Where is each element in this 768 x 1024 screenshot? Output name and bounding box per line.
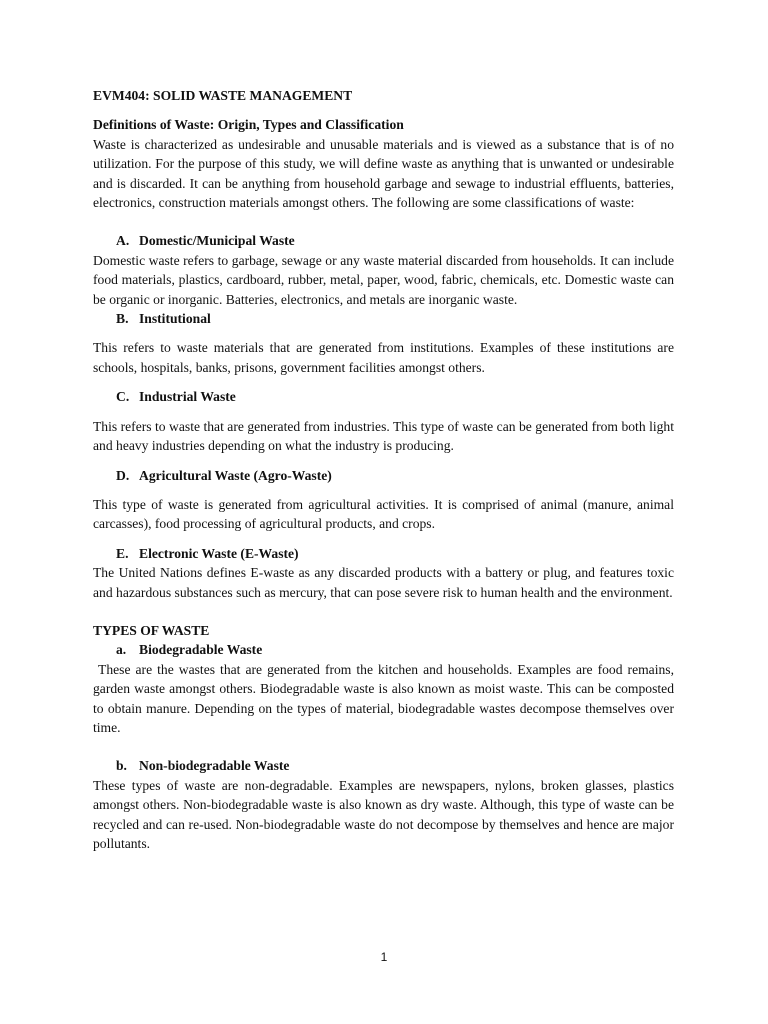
type-paragraph-biodegradable: These are the wastes that are generated from the kitchen and households. Examples are food remains, garden waste amongst others. Biodegradable waste is also known as moist waste. This can be composted to obtain manure. Depending on the types of material, biodegradable wastes decompose themselves over time. [93,661,678,735]
type-marker: a. [116,642,127,658]
type-heading-non-biodegradable [93,756,674,775]
section-title: Electronic Waste (E-Waste) [139,545,299,561]
section-marker: D. [116,467,130,483]
section-heading-domestic [93,231,674,250]
type-title: Non-biodegradable Waste [139,758,290,774]
section-title: Agricultural Waste (Agro-Waste) [139,467,332,483]
page-number: 1 [380,950,388,964]
section-marker: E. [116,545,129,561]
document-page [93,86,678,853]
section-title: Industrial Waste [139,389,236,405]
section-marker: A. [116,233,130,249]
type-paragraph-non-biodegradable: These types of waste are non-degradable. Examples are newspapers, nylons, broken glasses, plastics amongst others. Non-biodegradable waste is also known as dry waste. Although, this type of waste can be recycled and can re-used. Non-biodegradable waste do not decompose by themselves and hence are major pollutants. [93,777,674,851]
type-marker: b. [116,758,127,774]
types-heading: TYPES OF WASTE [93,622,210,638]
section-heading-agricultural [93,466,674,485]
section-marker: C. [116,389,130,405]
section-paragraph-domestic: Domestic waste refers to garbage, sewage or any waste material discarded from households. It can include food materials, plastics, cardboard, rubber, metal, paper, wood, fabric, chemicals, etc. Domestic waste can be organic or inorganic. Batteries, electronics, and metals are inorganic waste. [93,252,674,307]
section-heading-institutional [93,309,674,328]
section-paragraph-industrial: This refers to waste that are generated from industries. This type of waste can be generated from both light and heavy industries depending on what the industry is producing. [93,418,674,454]
type-title: Biodegradable Waste [139,642,263,658]
section-paragraph-institutional: This refers to waste materials that are generated from institutions. Examples of these institutions are schools, hospitals, banks, prisons, government facilities amongst others. [93,340,674,375]
section-paragraph-electronic: The United Nations defines E-waste as any discarded products with a battery or plug, and features toxic and hazardous substances such as mercury, that can pose severe risk to human health and the environment. [93,565,674,600]
intro-heading: Definitions of Waste: Origin, Types and Classification [93,117,404,133]
section-title: Domestic/Municipal Waste [139,233,295,249]
section-heading-industrial [93,387,674,406]
section-marker: B. [116,311,129,327]
type-heading-biodegradable [93,640,674,659]
section-title: Institutional [139,311,211,327]
intro-paragraph: Waste is characterized as undesirable and unusable materials and is viewed as a substance that is of no utilization. For the purpose of this study, we will define waste as anything that is unwanted or undesirable and is discarded. It can be anything from household garbage and sewage to industrial effluents, batteries, electronics, construction materials amongst others. The following are some classifications of waste: [93,136,674,211]
section-paragraph-agricultural: This type of waste is generated from agricultural activities. It is comprised of animal (manure, animal carcasses), food processing of agricultural products, and crops. [93,496,674,532]
document-title: EVM404: SOLID WASTE MANAGEMENT [93,88,353,103]
section-heading-electronic [93,544,674,563]
